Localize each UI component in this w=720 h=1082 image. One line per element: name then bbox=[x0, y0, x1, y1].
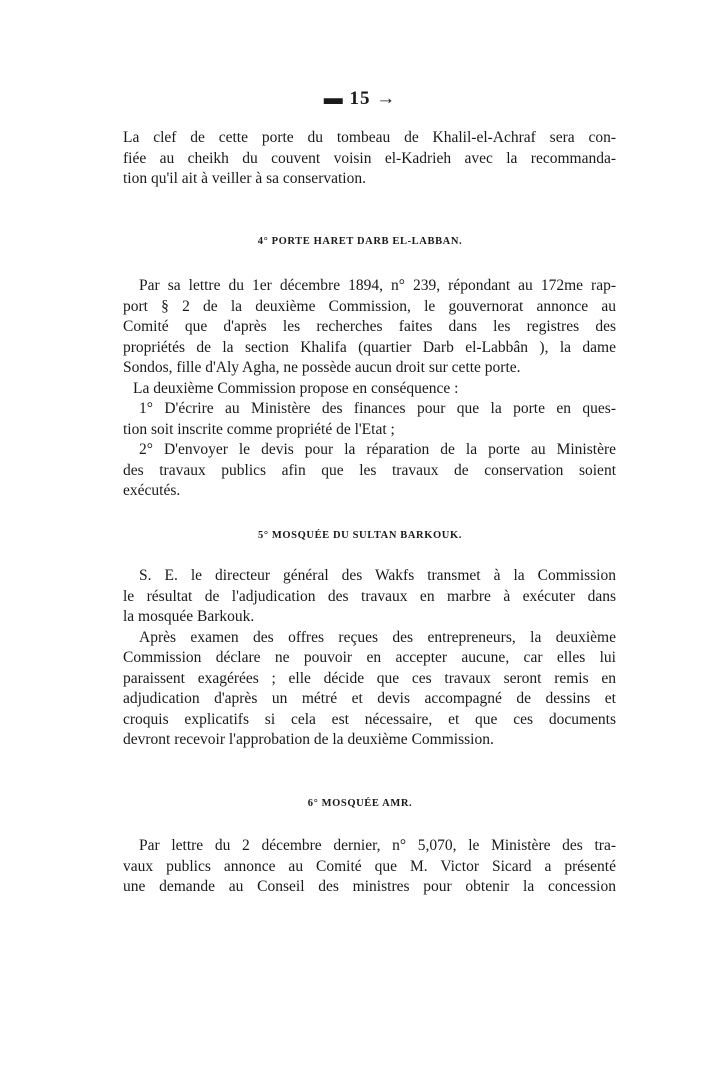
text-line: 1° D'écrire au Ministère des finances pour que la porte en ques- bbox=[139, 400, 616, 417]
text-line: propriétés de la section Khalifa (quartier Darb el-Labbân ), la dame bbox=[123, 338, 616, 356]
text-line: croquis explicatifs si cela est nécessaire, et que ces documents bbox=[123, 710, 616, 728]
text-line: fiée au cheikh du couvent voisin el-Kadrieh avec la recommanda- bbox=[123, 149, 616, 167]
text-line: tion qu'il ait à veiller à sa conservation. bbox=[123, 170, 366, 187]
text-line: Après examen des offres reçues des entrepreneurs, la deuxième bbox=[139, 628, 616, 646]
text-line: Sondos, fille d'Aly Agha, ne possède aucun droit sur cette porte. bbox=[123, 359, 521, 376]
page-number: ▬ 15 → bbox=[323, 88, 397, 109]
text-line: des travaux publics afin que les travaux de conservation soient bbox=[123, 461, 616, 479]
text-line: La clef de cette porte du tombeau de Khalil-el-Achraf sera con- bbox=[123, 129, 616, 146]
paragraph-mosque-amr bbox=[123, 836, 616, 898]
text-line: La deuxième Commission propose en conséquence : bbox=[133, 379, 459, 397]
text-line: paraissent exagérées ; elle décide que ces travaux seront remis en bbox=[123, 669, 616, 687]
text-line: la mosquée Barkouk. bbox=[123, 608, 255, 625]
text-line: 2° D'envoyer le devis pour la réparation de la porte au Ministère bbox=[139, 441, 616, 458]
text-line: tion soit inscrite comme propriété de l'Etat ; bbox=[123, 420, 395, 438]
paragraph-khalil-door bbox=[123, 128, 616, 190]
text-line: Comité que d'après les recherches faites dans les registres des bbox=[123, 318, 616, 335]
section-heading-5: 5° MOSQUÉE DU SULTAN BARKOUK. bbox=[258, 530, 462, 541]
text-line: une demande au Conseil des ministres pour obtenir la concession bbox=[123, 878, 616, 895]
paragraph-haret-darb bbox=[123, 276, 616, 502]
text-line: Commission déclare ne pouvoir en accepter aucune, car elles lui bbox=[123, 649, 616, 666]
section-heading-4: 4° PORTE HARET DARB EL-LABBAN. bbox=[257, 236, 463, 247]
paragraph-barkouk bbox=[123, 566, 616, 751]
text-line: port § 2 de la deuxième Commission, le gouvernorat annonce au bbox=[123, 297, 616, 315]
text-line: Par lettre du 2 décembre dernier, n° 5,070, le Ministère des tra- bbox=[139, 837, 616, 854]
text-line: adjudication d'après un métré et devis accompagné de dessins et bbox=[123, 690, 616, 707]
text-line: exécutés. bbox=[123, 482, 181, 499]
section-heading-6: 6° MOSQUÉE AMR. bbox=[307, 798, 413, 809]
text-line: S. E. le directeur général des Wakfs transmet à la Commission bbox=[139, 567, 616, 584]
text-line: vaux publics annonce au Comité que M. Victor Sicard a présenté bbox=[123, 857, 616, 875]
text-line: devront recevoir l'approbation de la deuxième Commission. bbox=[123, 731, 494, 748]
text-line: le résultat de l'adjudication des travaux en marbre à exécuter dans bbox=[123, 587, 616, 605]
text-line: Par sa lettre du 1er décembre 1894, n° 239, répondant au 172me rap- bbox=[139, 277, 616, 294]
